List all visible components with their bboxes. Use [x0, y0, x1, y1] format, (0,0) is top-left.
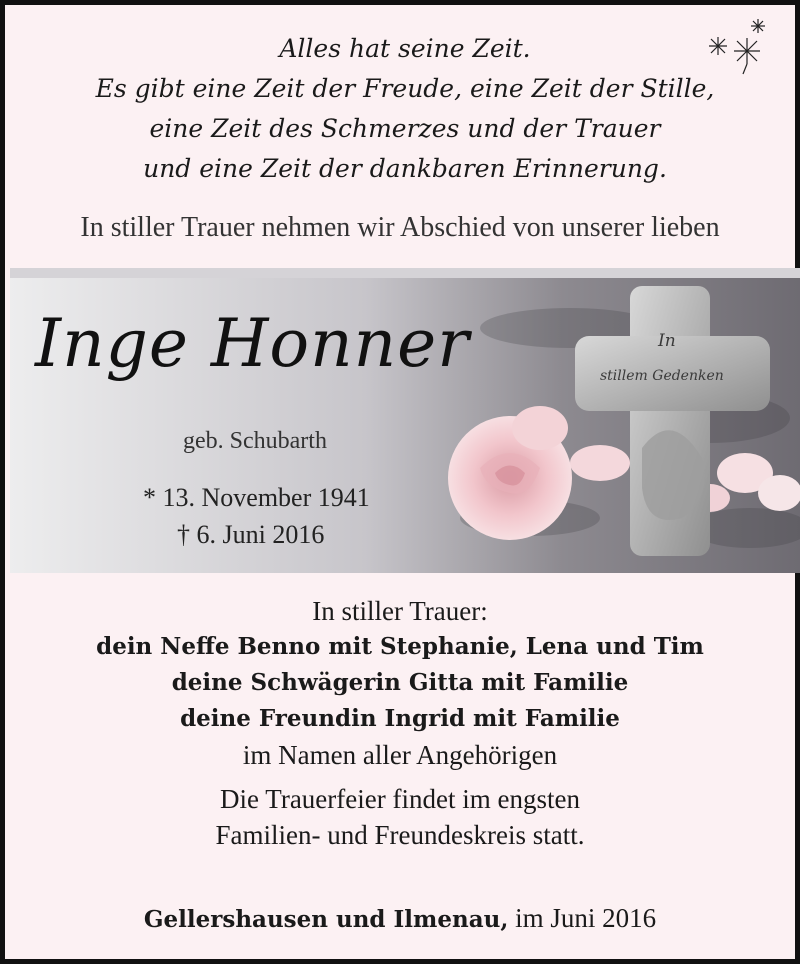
closing-line [5, 903, 795, 934]
death-date: † 6. Juni 2016 [177, 520, 325, 549]
intro-text: In stiller Trauer nehmen wir Abschied von unserer lieben [80, 212, 720, 243]
poem-line: und eine Zeit der dankbaren Erinnerung. [143, 154, 667, 183]
poem-line: Es gibt eine Zeit der Freude, eine Zeit der Stille, [95, 74, 715, 103]
closing-date: im Juni 2016 [515, 903, 657, 933]
mourner-line: deine Freundin Ingrid mit Familie [180, 705, 620, 732]
mourners-heading: In stiller Trauer: [312, 596, 488, 626]
poem [25, 29, 785, 189]
funeral-note-line: Familien- und Freundeskreis statt. [215, 820, 585, 850]
birth-name: geb. Schubarth [183, 428, 327, 454]
mourners-block [5, 593, 795, 853]
mourner-line: dein Neffe Benno mit Stephanie, Lena und Tim [96, 633, 704, 660]
poem-line: eine Zeit des Schmerzes und der Trauer [149, 114, 661, 143]
closing-place: Gellershausen und Ilmenau, [143, 906, 509, 933]
funeral-note-line: Die Trauerfeier findet im engsten [220, 784, 580, 814]
on-behalf-line: im Namen aller Angehörigen [242, 740, 558, 770]
birth-date: * 13. November 1941 [143, 483, 370, 512]
cross-text-in: In [658, 331, 676, 351]
mourner-line: deine Schwägerin Gitta mit Familie [171, 669, 629, 696]
cross-text-gedenken: stillem Gedenken [600, 368, 724, 384]
poem-line: Alles hat seine Zeit. [279, 34, 531, 63]
deceased-name: Inge Honner [35, 305, 470, 382]
